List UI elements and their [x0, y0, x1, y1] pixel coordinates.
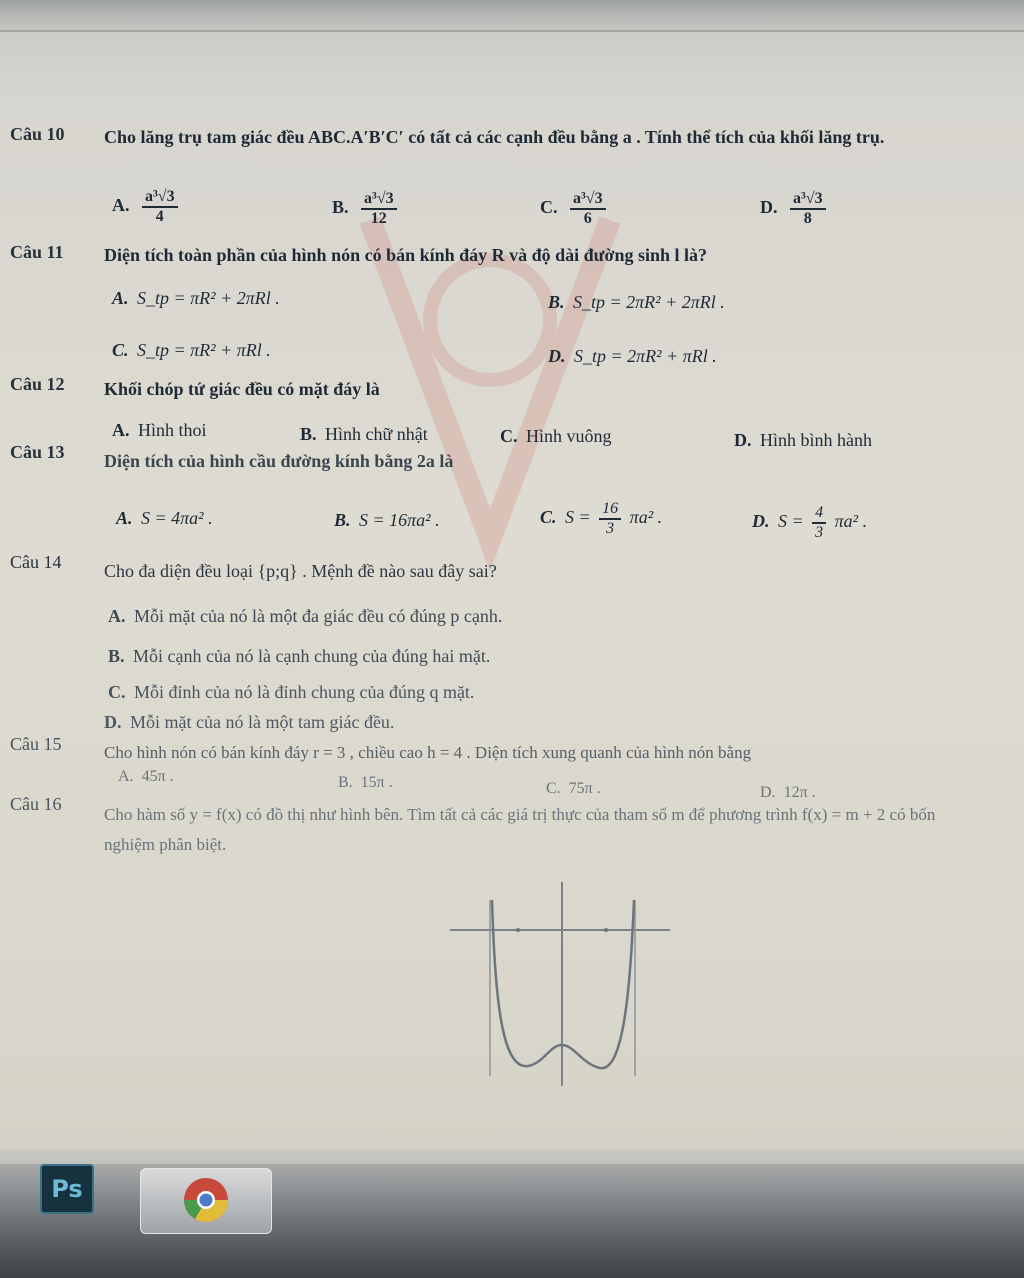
question-14-option-a[interactable] — [108, 606, 502, 627]
option-letter: A. — [118, 768, 134, 785]
question-11-option-d[interactable] — [548, 346, 717, 367]
fraction-numerator: 16 — [599, 500, 621, 520]
taskbar-highlight — [0, 1150, 1024, 1164]
window-top-bar — [0, 0, 1024, 30]
question-16-number: Câu 16 — [10, 794, 62, 814]
fraction — [790, 190, 826, 228]
graph-point — [604, 928, 608, 932]
option-letter: D. — [760, 197, 778, 218]
photoshop-taskbar-button[interactable] — [40, 1164, 94, 1214]
fraction-numerator: a³√3 — [142, 188, 178, 208]
option-text: S = 16πa² . — [359, 510, 440, 530]
question-15-option-a[interactable] — [118, 768, 174, 786]
question-10-option-a[interactable] — [112, 188, 182, 226]
question-13-text: Diện tích của hình cầu đường kính bằng 2a là — [104, 451, 454, 471]
question-14-option-b[interactable] — [108, 646, 490, 667]
question-12-text: Khối chóp tứ giác đều có mặt đáy là — [104, 379, 380, 399]
option-letter: D. — [760, 784, 776, 801]
question-13-option-c[interactable] — [540, 500, 662, 538]
fraction-denominator: 4 — [155, 208, 164, 225]
question-11-option-c[interactable] — [112, 340, 271, 361]
photoshop-icon: Ps — [51, 1175, 83, 1203]
taskbar — [0, 1150, 1024, 1278]
option-text: Mỗi mặt của nó là một tam giác đều. — [130, 712, 395, 732]
fraction-denominator: 3 — [606, 520, 615, 537]
question-13-number: Câu 13 — [10, 442, 65, 462]
question-10-option-d[interactable] — [760, 190, 830, 228]
fraction-numerator: a³√3 — [790, 190, 826, 210]
chrome-taskbar-button[interactable] — [140, 1168, 272, 1234]
question-12-number: Câu 12 — [10, 374, 65, 394]
option-suffix: πa² . — [629, 507, 663, 528]
top-divider — [0, 30, 1024, 32]
question-13-option-b[interactable] — [334, 510, 440, 531]
question-10-option-b[interactable] — [332, 190, 401, 228]
question-12-option-b[interactable] — [300, 424, 428, 445]
option-letter: C. — [108, 682, 126, 702]
option-text: Hình thoi — [138, 420, 207, 440]
fraction — [361, 190, 397, 228]
option-letter: A. — [108, 606, 126, 626]
question-10-number: Câu 10 — [10, 124, 65, 144]
fraction-denominator: 8 — [803, 210, 812, 227]
option-letter: D. — [104, 712, 122, 732]
option-letter: D. — [548, 346, 566, 366]
option-prefix: S = — [778, 511, 804, 532]
option-text: S = 4πa² . — [141, 508, 213, 528]
question-11-text: Diện tích toàn phần của hình nón có bán kính đáy R và độ dài đường sinh l là? — [104, 245, 707, 265]
question-12-option-a[interactable] — [112, 420, 207, 441]
function-graph — [440, 880, 680, 1090]
option-text: Hình chữ nhật — [325, 424, 428, 444]
question-13-option-d[interactable] — [752, 504, 867, 542]
question-14-option-d[interactable] — [104, 712, 394, 733]
question-15-option-b[interactable] — [338, 774, 393, 792]
fraction — [570, 190, 606, 228]
option-letter: C. — [540, 507, 557, 528]
option-text: Mỗi mặt của nó là một đa giác đều có đúng p cạnh. — [134, 606, 503, 626]
option-text: Mỗi đỉnh của nó là đỉnh chung của đúng q mặt. — [134, 682, 475, 702]
question-11-option-b[interactable] — [548, 292, 725, 313]
question-14-text: Cho đa diện đều loại {p;q} . Mệnh đề nào sau đây sai? — [104, 561, 497, 581]
option-letter: A. — [112, 420, 130, 440]
fraction-numerator: a³√3 — [361, 190, 397, 210]
question-15-text: Cho hình nón có bán kính đáy r = 3 , chiều cao h = 4 . Diện tích xung quanh của hình nón bằng — [104, 743, 752, 762]
option-text: Hình bình hành — [760, 430, 872, 450]
option-letter: A. — [112, 288, 129, 308]
option-text: 12π . — [783, 784, 816, 801]
option-letter: B. — [108, 646, 125, 666]
option-letter: C. — [540, 197, 558, 218]
option-text: 15π . — [360, 774, 393, 791]
option-text: Hình vuông — [526, 426, 612, 446]
option-letter: C. — [546, 780, 561, 797]
question-10-option-c[interactable] — [540, 190, 610, 228]
option-text: 45π . — [141, 768, 174, 785]
question-14-number: Câu 14 — [10, 552, 62, 572]
option-letter: B. — [332, 197, 349, 218]
option-text: S_tp = πR² + 2πRl . — [137, 288, 280, 308]
chrome-icon — [181, 1175, 231, 1225]
graph-point — [516, 928, 520, 932]
question-15-number: Câu 15 — [10, 734, 62, 754]
fraction-denominator: 12 — [370, 210, 387, 227]
option-letter: D. — [734, 430, 752, 450]
option-text: 75π . — [568, 780, 601, 797]
option-letter: C. — [112, 340, 129, 360]
option-letter: C. — [500, 426, 518, 446]
option-prefix: S = — [565, 507, 591, 528]
option-letter: B. — [548, 292, 565, 312]
question-13-option-a[interactable] — [116, 508, 213, 529]
question-16-text: Cho hàm số y = f(x) có đồ thị như hình bên. Tìm tất cả các giá trị thực của tham số m để phương trình f(x) = m + 2 có bốn nghiệm phân biệt. — [104, 805, 936, 854]
fraction-denominator: 3 — [815, 524, 824, 541]
option-letter: B. — [338, 774, 353, 791]
option-text: S_tp = 2πR² + πRl . — [574, 346, 717, 366]
option-letter: D. — [752, 511, 770, 532]
option-text: S_tp = 2πR² + 2πRl . — [573, 292, 725, 312]
option-letter: B. — [334, 510, 351, 530]
option-letter: A. — [116, 508, 133, 528]
fraction-numerator: a³√3 — [570, 190, 606, 210]
option-suffix: πa² . — [834, 511, 868, 532]
question-11-number: Câu 11 — [10, 242, 64, 262]
option-text: Mỗi cạnh của nó là cạnh chung của đúng hai mặt. — [133, 646, 491, 666]
fraction — [599, 500, 621, 538]
fraction — [812, 504, 826, 542]
fraction — [142, 188, 178, 226]
question-11-option-a[interactable] — [112, 288, 280, 309]
option-letter: A. — [112, 195, 130, 216]
option-letter: B. — [300, 424, 317, 444]
option-text: S_tp = πR² + πRl . — [137, 340, 271, 360]
fraction-denominator: 6 — [583, 210, 592, 227]
question-12-option-c[interactable] — [500, 426, 612, 447]
fraction-numerator: 4 — [812, 504, 826, 524]
question-15-option-c[interactable] — [546, 780, 601, 798]
question-10-text: Cho lăng trụ tam giác đều ABC.A′B′C′ có tất cả các cạnh đều bằng a . Tính thể tích của khối lăng trụ. — [104, 127, 885, 147]
question-14-option-c[interactable] — [108, 682, 474, 703]
